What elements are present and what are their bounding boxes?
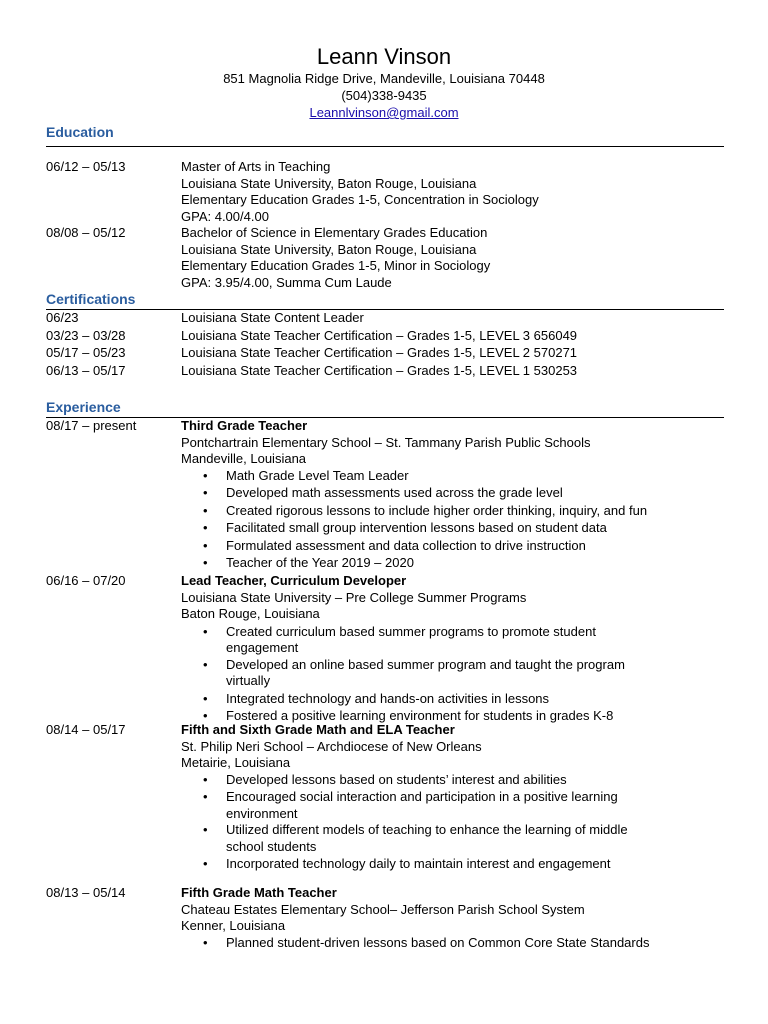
cert-text: Louisiana State Content Leader bbox=[181, 310, 364, 325]
bullet-item bbox=[46, 538, 726, 556]
bullet-dot-icon: • bbox=[203, 822, 208, 837]
job-org: Pontchartrain Elementary School – St. Tammany Parish Public Schools bbox=[181, 434, 591, 450]
job-org-row bbox=[46, 902, 726, 919]
job-org-row bbox=[46, 739, 726, 756]
bullet-dot-icon: • bbox=[203, 789, 208, 804]
certification-row bbox=[46, 345, 726, 363]
job-entry bbox=[46, 885, 726, 951]
bullet-dot-icon: • bbox=[203, 934, 208, 950]
bullet-dot-icon: • bbox=[203, 856, 208, 871]
section-title-experience: Experience bbox=[46, 399, 121, 415]
certifications-heading bbox=[46, 291, 724, 309]
education-line bbox=[46, 242, 726, 259]
certifications-list bbox=[46, 310, 726, 380]
section-title-certifications: Certifications bbox=[46, 291, 136, 307]
education-line bbox=[46, 192, 726, 209]
bullet-item bbox=[46, 789, 726, 806]
education-entry bbox=[46, 225, 726, 242]
job-location-row bbox=[46, 918, 726, 935]
bullet-dot-icon: • bbox=[203, 555, 208, 570]
job-dates: 06/16 – 07/20 bbox=[46, 573, 126, 588]
education-entry bbox=[46, 159, 726, 176]
degree: Bachelor of Science in Elementary Grades Education bbox=[181, 225, 488, 240]
education-divider bbox=[46, 146, 724, 147]
education-line bbox=[46, 275, 726, 292]
job-title: Fifth and Sixth Grade Math and ELA Teacher bbox=[181, 722, 455, 737]
job-entry bbox=[46, 722, 726, 873]
bullet-text: environment bbox=[226, 805, 298, 821]
bullet-continuation bbox=[46, 640, 726, 657]
job-location-row bbox=[46, 606, 726, 624]
cert-dates: 03/23 – 03/28 bbox=[46, 327, 126, 343]
job-location: Metairie, Louisiana bbox=[181, 755, 291, 770]
job-location-row bbox=[46, 755, 726, 772]
experience-heading bbox=[46, 399, 724, 417]
bullet-item bbox=[46, 822, 726, 839]
bullet-dot-icon: • bbox=[203, 485, 208, 500]
job-org-row bbox=[46, 590, 726, 607]
education-line bbox=[46, 176, 726, 193]
email-line bbox=[0, 105, 768, 121]
job-header bbox=[46, 418, 726, 435]
bullet-item bbox=[46, 772, 726, 790]
program: Elementary Education Grades 1-5, Concentration in Sociology bbox=[181, 192, 539, 207]
bullet-text: Utilized different models of teaching to enhance the learning of middle bbox=[226, 822, 628, 837]
bullet-item bbox=[46, 503, 726, 521]
job-header bbox=[46, 885, 726, 902]
bullet-continuation bbox=[46, 839, 726, 857]
school: Louisiana State University, Baton Rouge, Louisiana bbox=[181, 175, 477, 191]
bullet-dot-icon: • bbox=[203, 656, 208, 672]
bullet-item bbox=[46, 555, 726, 573]
job-entry bbox=[46, 418, 726, 573]
cert-text: Louisiana State Teacher Certification – Grades 1-5, LEVEL 1 530253 bbox=[181, 362, 578, 378]
bullet-dot-icon: • bbox=[203, 537, 208, 553]
bullet-item bbox=[46, 691, 726, 709]
cert-dates: 06/13 – 05/17 bbox=[46, 362, 126, 378]
job-location-row bbox=[46, 451, 726, 468]
education-line bbox=[46, 258, 726, 275]
cert-text: Louisiana State Teacher Certification – Grades 1-5, LEVEL 2 570271 bbox=[181, 345, 578, 360]
bullet-dot-icon: • bbox=[203, 771, 208, 787]
bullet-text: Incorporated technology daily to maintain interest and engagement bbox=[226, 856, 611, 871]
job-dates: 08/13 – 05/14 bbox=[46, 885, 126, 900]
job-org: Louisiana State University – Pre College Summer Programs bbox=[181, 589, 527, 605]
job-org-row bbox=[46, 435, 726, 452]
bullet-continuation bbox=[46, 806, 726, 823]
job-location: Kenner, Louisiana bbox=[181, 918, 286, 933]
bullet-text: Integrated technology and hands-on activities in lessons bbox=[226, 690, 550, 706]
bullet-text: Teacher of the Year 2019 – 2020 bbox=[226, 555, 414, 570]
bullet-item bbox=[46, 520, 726, 538]
bullet-item bbox=[46, 485, 726, 503]
gpa: GPA: 4.00/4.00 bbox=[181, 208, 269, 224]
applicant-name: Leann Vinson bbox=[316, 44, 452, 69]
bullet-continuation bbox=[46, 673, 726, 691]
bullet-item bbox=[46, 856, 726, 873]
bullet-text: Fostered a positive learning environment for students in grades K-8 bbox=[226, 708, 614, 723]
bullet-text: engagement bbox=[226, 640, 299, 655]
bullet-text: Created rigorous lessons to include higher order thinking, inquiry, and fun bbox=[226, 502, 648, 518]
bullet-text: Math Grade Level Team Leader bbox=[226, 467, 409, 483]
job-title: Lead Teacher, Curriculum Developer bbox=[181, 573, 407, 588]
bullet-dot-icon: • bbox=[203, 690, 208, 706]
bullet-text: Planned student-driven lessons based on Common Core State Standards bbox=[226, 934, 650, 950]
bullet-dot-icon: • bbox=[203, 467, 208, 483]
education-heading bbox=[46, 124, 724, 142]
cert-dates: 06/23 bbox=[46, 310, 79, 325]
phone: (504)338-9435 bbox=[341, 88, 427, 103]
bullet-item bbox=[46, 935, 726, 952]
bullet-dot-icon: • bbox=[203, 623, 208, 639]
bullet-item bbox=[46, 657, 726, 674]
certification-row bbox=[46, 328, 726, 346]
school: Louisiana State University, Baton Rouge, Louisiana bbox=[181, 241, 477, 257]
section-title-education: Education bbox=[46, 124, 114, 140]
bullet-text: Developed math assessments used across the grade level bbox=[226, 485, 563, 500]
bullet-dot-icon: • bbox=[203, 502, 208, 518]
cert-dates: 05/17 – 05/23 bbox=[46, 345, 126, 360]
bullet-text: Facilitated small group intervention lessons based on student data bbox=[226, 520, 607, 535]
job-location: Mandeville, Louisiana bbox=[181, 451, 307, 466]
bullet-dot-icon: • bbox=[203, 708, 208, 723]
entry-dates: 06/12 – 05/13 bbox=[46, 159, 126, 174]
bullet-text: Developed an online based summer program and taught the program bbox=[226, 656, 625, 672]
job-org: St. Philip Neri School – Archdiocese of New Orleans bbox=[181, 738, 482, 754]
bullet-text: virtually bbox=[226, 673, 271, 688]
bullet-text: school students bbox=[226, 838, 317, 854]
program: Elementary Education Grades 1-5, Minor in Sociology bbox=[181, 258, 491, 273]
education-list bbox=[46, 159, 726, 291]
certification-row bbox=[46, 363, 726, 381]
job-title: Fifth Grade Math Teacher bbox=[181, 885, 337, 900]
bullet-item bbox=[46, 624, 726, 641]
entry-dates: 08/08 – 05/12 bbox=[46, 225, 126, 240]
job-org: Chateau Estates Elementary School– Jefferson Parish School System bbox=[181, 901, 585, 917]
bullet-text: Created curriculum based summer programs to promote student bbox=[226, 623, 596, 639]
bullet-text: Developed lessons based on students’ interest and abilities bbox=[226, 771, 567, 787]
bullet-text: Encouraged social interaction and participation in a positive learning bbox=[226, 789, 618, 804]
gpa: GPA: 3.95/4.00, Summa Cum Laude bbox=[181, 274, 392, 290]
job-dates: 08/14 – 05/17 bbox=[46, 722, 126, 737]
job-dates: 08/17 – present bbox=[46, 418, 137, 433]
job-header bbox=[46, 722, 726, 739]
education-line bbox=[46, 209, 726, 226]
job-header bbox=[46, 573, 726, 590]
job-entry bbox=[46, 573, 726, 725]
address: 851 Magnolia Ridge Drive, Mandeville, Louisiana 70448 bbox=[223, 71, 545, 86]
bullet-dot-icon: • bbox=[203, 520, 208, 535]
degree: Master of Arts in Teaching bbox=[181, 159, 331, 174]
cert-text: Louisiana State Teacher Certification – Grades 1-5, LEVEL 3 656049 bbox=[181, 327, 578, 343]
bullet-item bbox=[46, 468, 726, 486]
email-link[interactable]: Leannlvinson@gmail.com bbox=[309, 105, 459, 120]
certification-row bbox=[46, 310, 726, 328]
job-title: Third Grade Teacher bbox=[181, 418, 308, 433]
bullet-text: Formulated assessment and data collection to drive instruction bbox=[226, 537, 586, 553]
job-location: Baton Rouge, Louisiana bbox=[181, 606, 320, 621]
